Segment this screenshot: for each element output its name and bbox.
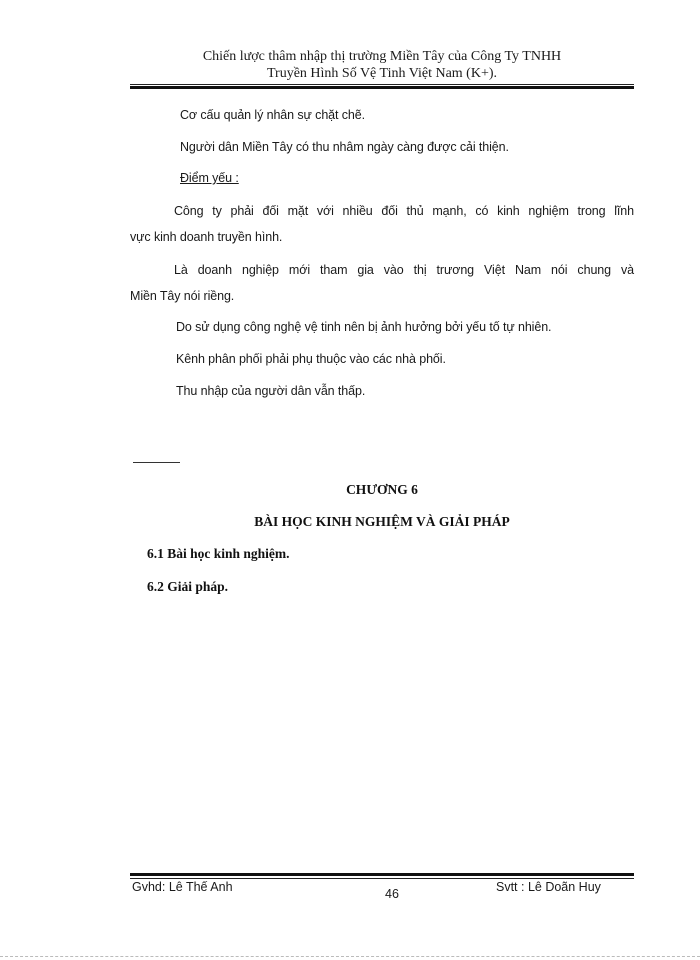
- weakness-item-1-line-2: vực kinh doanh truyền hình.: [130, 230, 283, 244]
- header-line-2: Truyền Hình Số Vệ Tinh Việt Nam (K+).: [266, 66, 498, 81]
- section-heading-6-2: 6.2 Giải pháp.: [147, 579, 229, 594]
- weakness-item-3: Do sử dụng công nghệ vệ tinh nên bị ảnh hưởng bởi yếu tố tự nhiên.: [176, 320, 552, 334]
- weakness-item-1-line-1: Công ty phải đối mặt với nhiều đối thủ mạnh, có kinh nghiệm trong lĩnh: [174, 204, 634, 218]
- footer-page-number: 46: [385, 887, 399, 901]
- weakness-item-2-line-1: Là doanh nghiệp mới tham gia vào thị trương Việt Nam nói chung và: [174, 263, 634, 277]
- weakness-item-4: Kênh phân phối phải phụ thuộc vào các nhà phối.: [176, 352, 446, 366]
- footer-advisor: Gvhd: Lê Thế Anh: [132, 880, 233, 894]
- header-rule-thick: [130, 86, 634, 89]
- footer-rule-thin: [130, 878, 634, 879]
- section-divider: [133, 462, 180, 463]
- section-heading-6-1: 6.1 Bài học kinh nghiệm.: [147, 546, 290, 561]
- footer-rule-thick: [130, 873, 634, 876]
- weakness-heading: Điểm yếu :: [180, 171, 239, 185]
- strength-item-2: Người dân Miền Tây có thu nhâm ngày càng được cải thiện.: [180, 140, 509, 154]
- weakness-item-2-line-2: Miền Tây nói riềng.: [130, 289, 235, 303]
- footer-student: Svtt : Lê Doãn Huy: [496, 880, 601, 894]
- strength-item-1: Cơ cấu quản lý nhân sự chặt chẽ.: [180, 108, 366, 122]
- weakness-item-5: Thu nhập của người dân vẫn thấp.: [176, 384, 366, 398]
- chapter-number: CHƯƠNG 6: [346, 482, 418, 497]
- header-rule-thin: [130, 84, 634, 85]
- page-boundary: [0, 956, 700, 957]
- chapter-title: BÀI HỌC KINH NGHIỆM VÀ GIẢI PHÁP: [254, 514, 510, 529]
- page-header: [130, 48, 634, 82]
- header-line-1: Chiến lược thâm nhập thị trường Miền Tây của Công Ty TNHH: [202, 49, 562, 64]
